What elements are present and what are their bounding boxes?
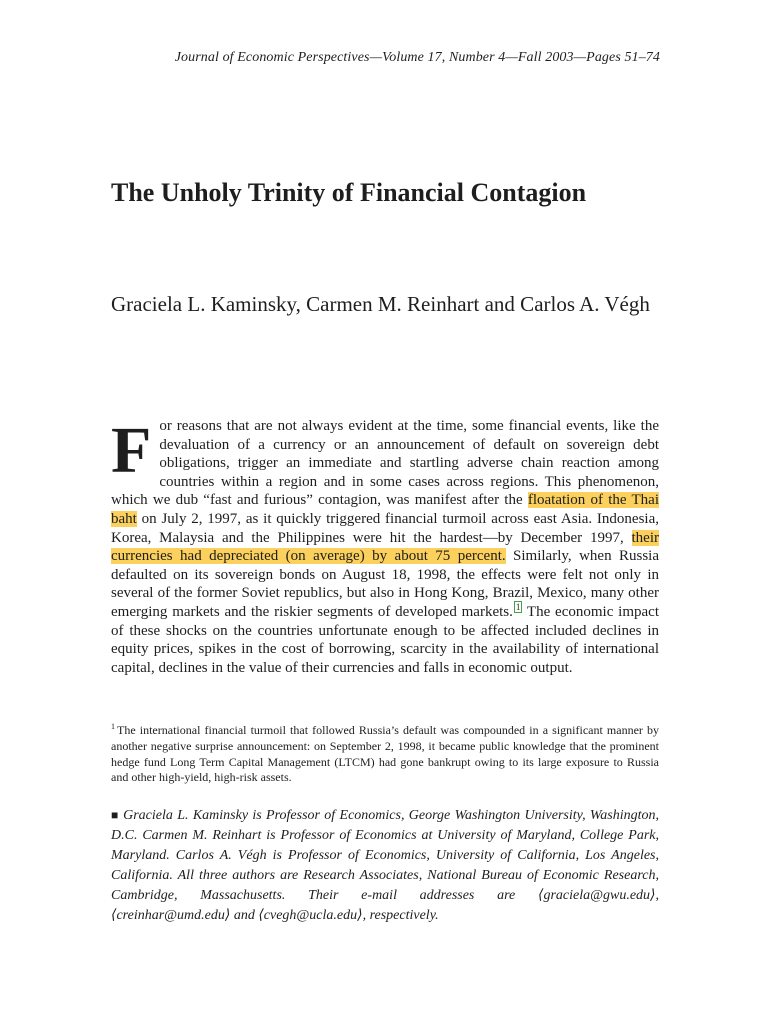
journal-header: Journal of Economic Perspectives—Volume 17, Number 4—Fall 2003—Pages 51–74 — [174, 50, 660, 65]
highlight-thai-baht[interactable]: floatation of the Thai baht — [111, 492, 659, 527]
body-text-part-3: Similarly, when Russia defaulted on its sovereign bonds on August 18, 1998, the effects were felt not only in several of the former Soviet republics, but also in Hong Kong, Brazil, Mexico, many other emerging markets and the riskier segments of developed markets. — [111, 548, 659, 620]
footnote-number: 1 — [111, 722, 115, 731]
body-text-part-2: on July 2, 1997, as it quickly triggered financial turmoil across east Asia. Indonesia, Korea, Malaysia and the Philippines were hit the hardest—by December 1997, — [111, 510, 659, 546]
square-bullet-icon: ■ — [111, 808, 120, 822]
body-paragraph — [111, 414, 659, 677]
footnote-link[interactable]: 1 — [515, 601, 521, 612]
article-authors: Graciela L. Kaminsky, Carmen M. Reinhart and Carlos A. Végh — [111, 292, 650, 316]
body-text-part-1: or reasons that are not always evident at the time, some financial events, like the devaluation of a currency or an announcement of default on sovereign debt obligations, trigger an immediate and startling adverse chain reaction among countries within a region and in some cases across regions. This phenomenon, which we dub “fast and furious” contagion, was manifest after the — [111, 418, 659, 509]
highlight-currency-depreciation[interactable]: their currencies had depreciated (on average) by about 75 percent. — [111, 529, 659, 565]
footnote — [111, 723, 659, 786]
body-text-part-4: The economic impact of these shocks on the countries unfortunate enough to be affected included declines in equity prices, spikes in the cost of borrowing, scarcity in the availability of international capital, declines in the value of their currencies and falls in economic output. — [111, 603, 659, 676]
drop-cap: F — [111, 414, 152, 487]
author-bio-text: Graciela L. Kaminsky is Professor of Economics, George Washington University, Washington, D.C. Carmen M. Reinhart is Professor of Economics at University of Maryland, College Park, Maryland. Carlos A. Végh is Professor of Economics, University of California, Los Angeles, California. All three authors are Research Associates, National Bureau of Economic Research, Cambridge, Massachusetts. Their e-mail addresses are ⟨graciela@gwu.edu⟩, ⟨creinhar@umd.edu⟩ and ⟨cvegh@ucla.edu⟩, respectively. — [111, 808, 660, 923]
article-title: The Unholy Trinity of Financial Contagion — [111, 178, 587, 207]
author-bio — [111, 805, 659, 926]
footnote-text: The international financial turmoil that followed Russia’s default was compounded in a significant manner by another negative surprise announcement: on September 2, 1998, it became public knowledge that the prominent hedge fund Long Term Capital Management (LTCM) had gone bankrupt owing to its large exposure to Russia and other high-yield, high-risk assets. — [111, 723, 659, 785]
